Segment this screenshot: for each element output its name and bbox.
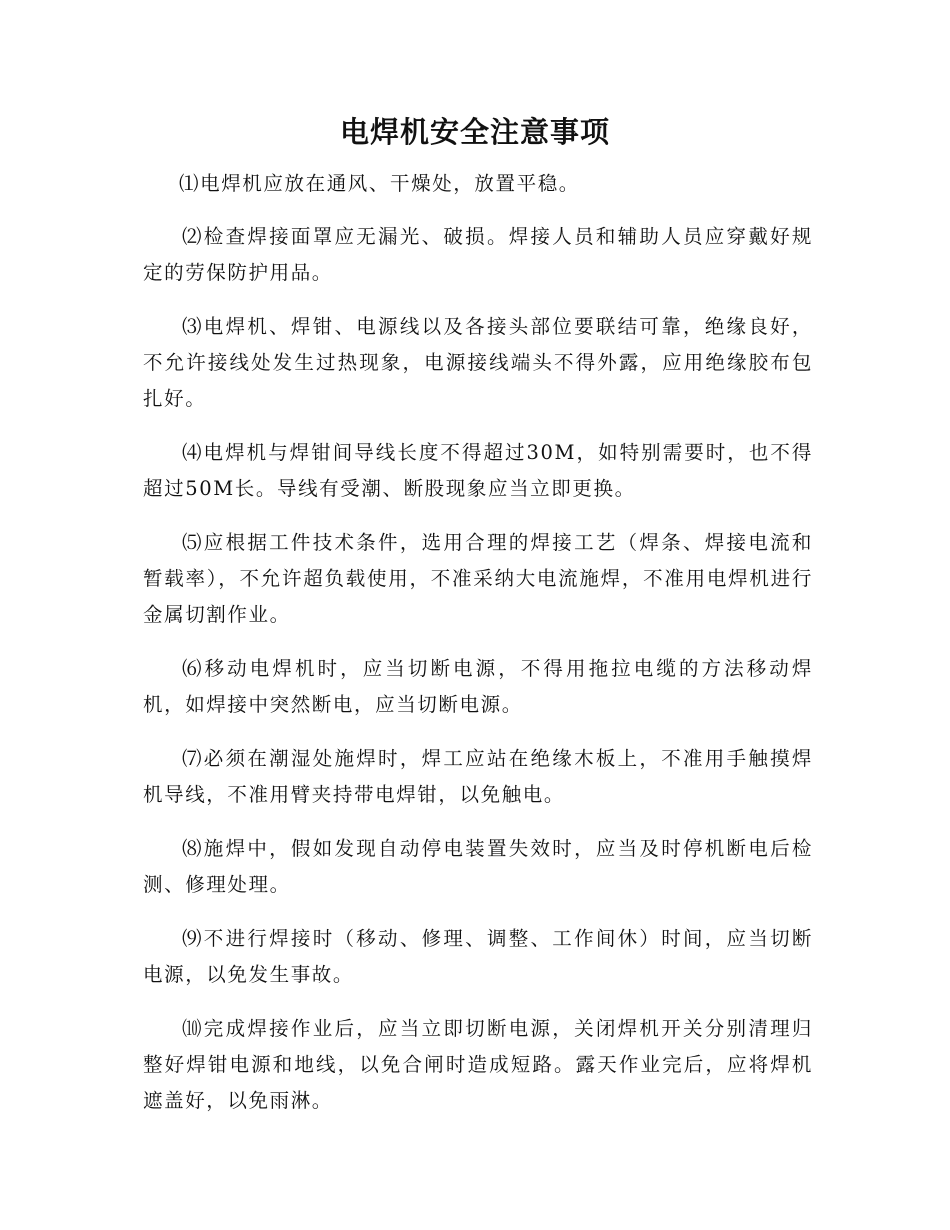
document-title: 电焊机安全注意事项 [339,115,610,149]
paragraph-8: ⑻施焊中，假如发现自动停电装置失效时，应当及时停机断电后检测、修理处理。 [143,837,813,896]
paragraph-10: ⑽完成焊接作业后，应当立即切断电源，关闭焊机开关分别清理归整好焊钳电源和地线，以免合闸时造成短路。露天作业完后，应将焊机遮盖好，以免雨淋。 [143,1017,813,1112]
document-body [143,166,813,1137]
paragraph-2: ⑵检查焊接面罩应无漏光、破损。焊接人员和辅助人员应穿戴好规定的劳保防护用品。 [143,225,813,284]
paragraph-1: ⑴电焊机应放在通风、干燥处，放置平稳。 [179,172,580,195]
paragraph-7: ⑺必须在潮湿处施焊时，焊工应站在绝缘木板上，不准用手触摸焊机导线，不准用臂夹持带电焊钳，以免触电。 [143,747,813,806]
paragraph-4: ⑷电焊机与焊钳间导线长度不得超过30M，如特别需要时，也不得超过50M长。导线有受潮、断股现象应当立即更换。 [143,441,813,500]
paragraph-6: ⑹移动电焊机时，应当切断电源，不得用拖拉电缆的方法移动焊机，如焊接中突然断电，应当切断电源。 [143,657,813,716]
paragraph-5: ⑸应根据工件技术条件，选用合理的焊接工艺（焊条、焊接电流和暂载率），不允许超负载使用，不准采纳大电流施焊，不准用电焊机进行金属切割作业。 [143,531,813,626]
paragraph-3: ⑶电焊机、焊钳、电源线以及各接头部位要联结可靠，绝缘良好，不允许接线处发生过热现象，电源接线端头不得外露，应用绝缘胶布包扎好。 [143,315,813,410]
paragraph-9: ⑼不进行焊接时（移动、修理、调整、工作间休）时间，应当切断电源，以免发生事故。 [143,927,813,986]
